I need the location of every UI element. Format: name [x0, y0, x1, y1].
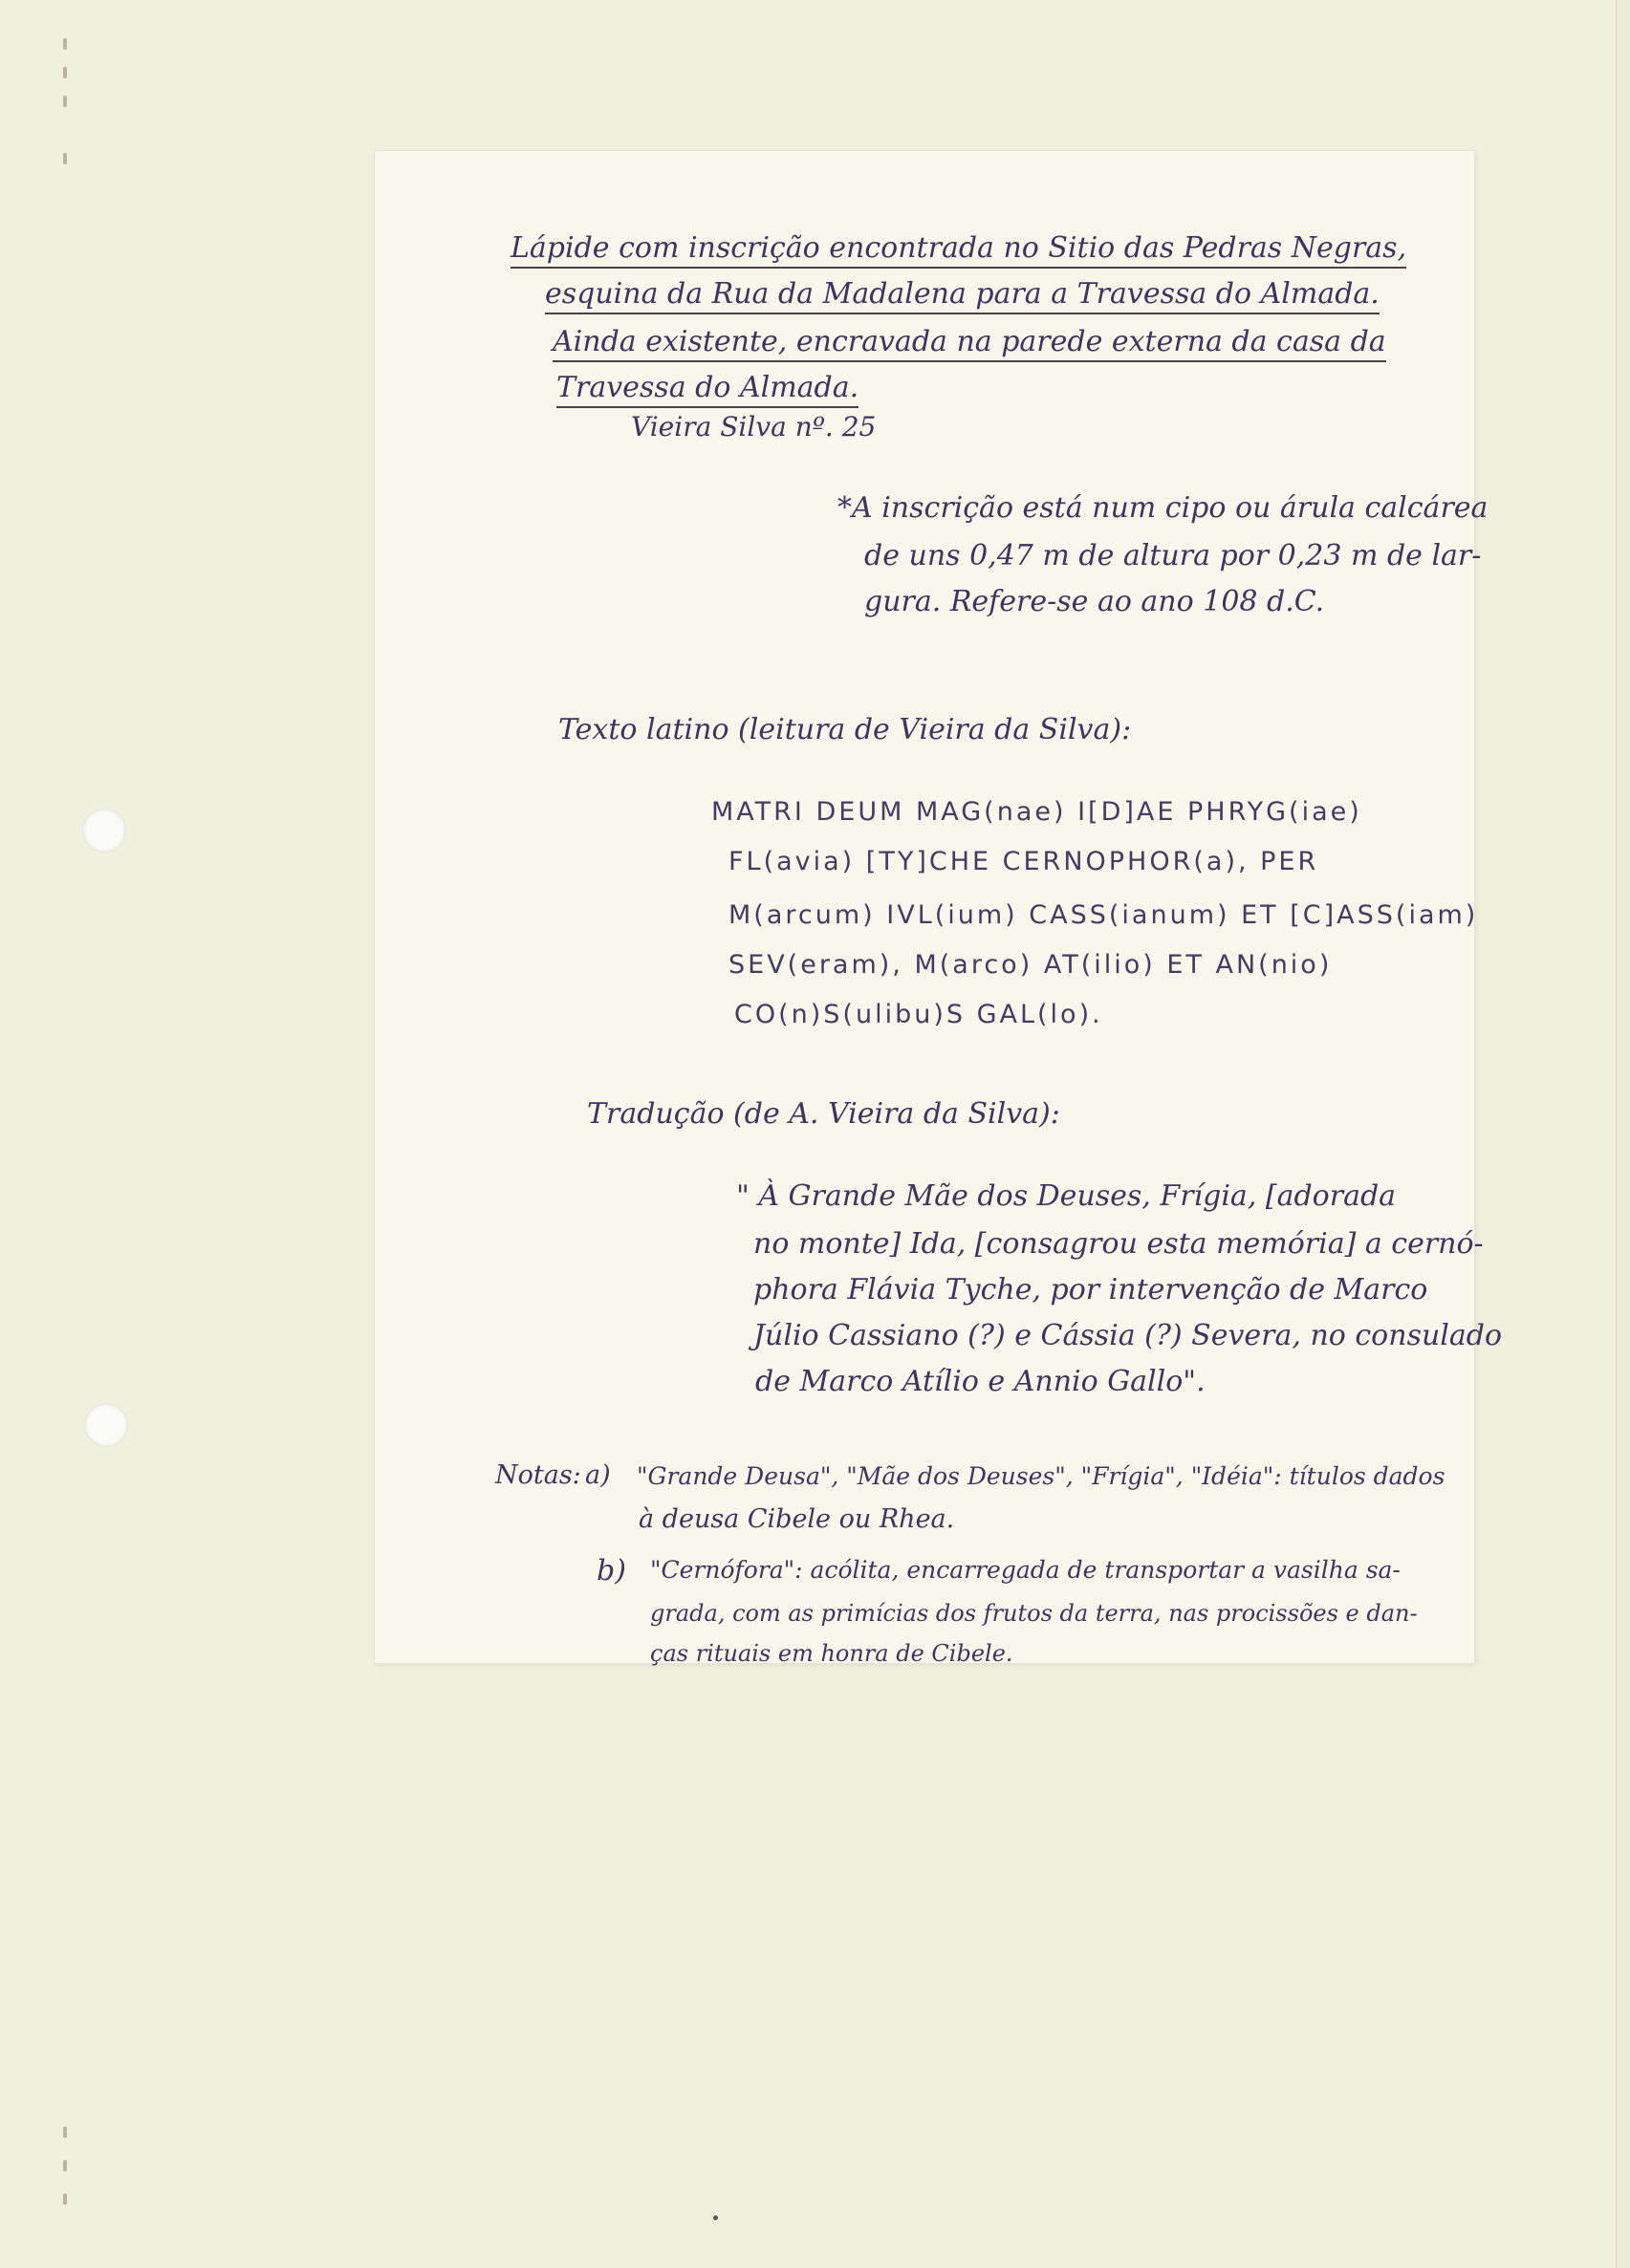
notes-label: Notas:: [495, 1460, 581, 1490]
translation-line-2: no monte] Ida, [consagrou esta memória] a cernó-: [753, 1227, 1484, 1261]
note-a-line-1: "Grande Deusa", "Mãe dos Deuses", "Frígia", "Idéia": títulos dados: [637, 1462, 1445, 1490]
description-line-2: de uns 0,47 m de altura por 0,23 m de lar-: [864, 539, 1482, 572]
translation-line-1: " À Grande Mãe dos Deuses, Frígia, [adorada: [736, 1179, 1397, 1213]
note-b-line-1: "Cernófora": acólita, encarregada de transportar a vasilha sa-: [650, 1556, 1401, 1584]
description-line-3: gura. Refere-se ao ano 108 d.C.: [864, 585, 1325, 618]
latin-line-1: MATRI DEUM MAG(nae) I[D]AE PHRYG(iae): [711, 797, 1362, 827]
note-b-line-2: grada, com as primícias dos frutos da terra, nas procissões e dan-: [650, 1600, 1418, 1627]
title-line-1: Lápide com inscrição encontrada no Sitio das Pedras Negras,: [511, 231, 1406, 269]
translation-line-4: Júlio Cassiano (?) e Cássia (?) Severa, no consulado: [753, 1319, 1503, 1352]
note-b-marker: b): [597, 1554, 626, 1588]
latin-line-4: SEV(eram), M(arco) AT(ilio) ET AN(nio): [728, 950, 1333, 980]
title-line-4: Travessa do Almada.: [556, 371, 858, 408]
punch-hole-top: [82, 809, 126, 853]
edge-mark: [63, 2160, 67, 2171]
translation-line-5: de Marco Atílio e Annio Gallo".: [755, 1365, 1206, 1398]
edge-mark: [63, 153, 67, 164]
edge-mark: [63, 2193, 67, 2205]
latin-heading: Texto latino (leitura de Vieira da Silva):: [558, 713, 1132, 746]
note-a-marker: a): [585, 1460, 611, 1490]
page-dot: [713, 2215, 718, 2220]
edge-mark: [63, 67, 67, 78]
title-line-2: esquina da Rua da Madalena para a Travessa do Almada.: [545, 277, 1380, 314]
edge-mark: [63, 38, 67, 50]
punch-hole-bottom: [84, 1403, 128, 1447]
latin-line-5: CO(n)S(ulibu)S GAL(lo).: [734, 1000, 1103, 1029]
latin-line-2: FL(avia) [TY]CHE CERNOPHOR(a), PER: [728, 847, 1319, 876]
edge-mark: [63, 96, 67, 107]
reference: Vieira Silva nº. 25: [631, 411, 877, 443]
note-b-line-3: ças rituais em honra de Cibele.: [650, 1640, 1013, 1667]
note-a-line-2: à deusa Cibele ou Rhea.: [639, 1504, 955, 1534]
translation-line-3: phora Flávia Tyche, por intervenção de Marco: [753, 1273, 1428, 1307]
inner-sheet: [375, 151, 1503, 1663]
description-line-1: *A inscrição está num cipo ou árula calcárea: [837, 491, 1489, 525]
translation-heading: Tradução (de A. Vieira da Silva):: [587, 1097, 1060, 1131]
title-line-3: Ainda existente, encravada na parede externa da casa da: [553, 325, 1386, 362]
edge-mark: [63, 2127, 67, 2138]
latin-line-3: M(arcum) IVL(ium) CASS(ianum) ET [C]ASS(iam): [728, 900, 1479, 930]
